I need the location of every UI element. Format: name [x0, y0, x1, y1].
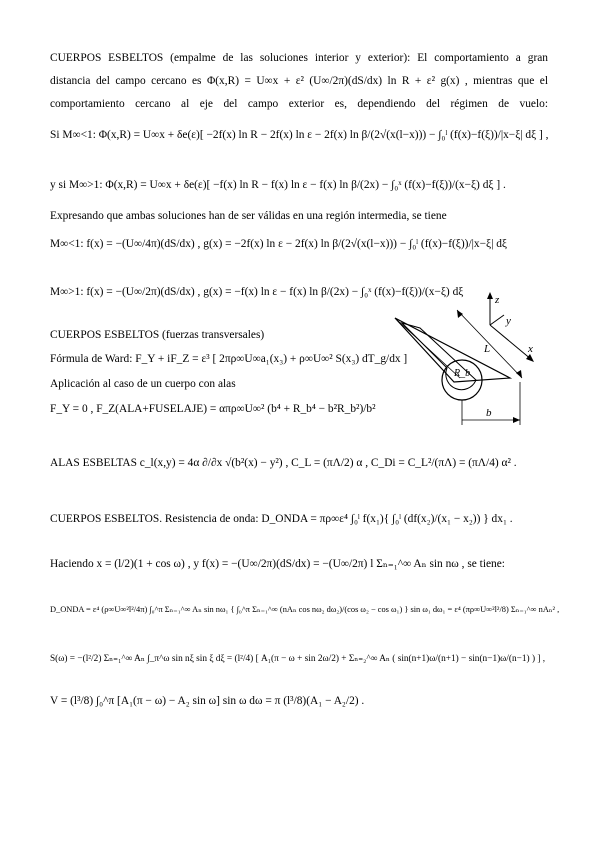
equation-wave-drag-series: D_ONDA = ε⁴ (ρ∞U∞²l²/4π) ∫₀^π Σₙ₌₁^∞ Aₙ sin nω₁ { ∫₀^π Σₙ₌₁^∞ (nAₙ cos nω₂ dω₂)/(cos ω₂ − cos ω₁) } sin ω₁ dω₁ = ε⁴ (πρ∞U∞²l²/8) Σₙ₌₁^∞ nAₙ² , — [50, 605, 560, 614]
z-label: z — [495, 294, 500, 306]
y-label: y — [506, 315, 511, 327]
equation-subsonic: Si M∞<1: Φ(x,R) = U∞x + δe(ε)[ −2f(x) ln R − 2f(x) ln ε − 2f(x) ln β/(2√(x(l−x))) − ∫₀ˡ (f(x)−f(ξ))/|x−ξ| dξ ] , — [50, 129, 549, 141]
span-label: b — [486, 407, 492, 419]
equation-slender-wings: ALAS ESBELTAS c_l(x,y) = 4α ∂/∂x √(b²(x) − y²) , C_L = (πΛ/2) α , C_Di = C_L²/(πΛ) = (πΛ/4) α² . — [50, 457, 517, 469]
equation-wing-body-forces: F_Y = 0 , F_Z(ALA+FUSELAJE) = απρ∞U∞² (b⁴ + R_b⁴ − b²R_b²)/b² — [50, 403, 376, 415]
equation-wave-drag: CUERPOS ESBELTOS. Resistencia de onda: D_ONDA = πρ∞ε⁴ ∫₀ˡ f(x₁){ ∫₀ˡ (df(x₂)/(x₁ − x₂)) } dx₁ . — [50, 513, 513, 525]
x-label: x — [528, 343, 533, 355]
equation-volume: V = (l³/8) ∫₀^π [A₁(π − ω) − A₂ sin ω] sin ω dω = π (l³/8)(A₁ − A₂/2) . — [50, 695, 365, 707]
span-arrow-icon — [513, 417, 520, 423]
z-axis-arrow-icon — [487, 292, 493, 299]
fuselage-outline — [402, 323, 476, 390]
wing-body-application: Aplicación al caso de un cuerpo con alas — [50, 378, 236, 390]
equation-matching-subsonic: M∞<1: f(x) = −(U∞/4π)(dS/dx) , g(x) = −2f(x) ln ε − 2f(x) ln β/(2√(x(l−x))) − ∫₀ˡ (f(x)−f(ξ))/|x−ξ| dξ — [50, 238, 508, 250]
intro-line-3: comportamiento cercano al eje del campo exterior es, dependiendo del régimen de vuelo: — [50, 98, 548, 110]
x-axis-arrow-icon — [526, 354, 534, 362]
section-transverse-forces: CUERPOS ESBELTOS (fuerzas transversales) — [50, 329, 265, 341]
equation-matching-supersonic: M∞>1: f(x) = −(U∞/2π)(dS/dx) , g(x) = −f(x) ln ε − f(x) ln β/(2x) − ∫₀ˣ (f(x)−f(ξ))/(x−ξ) dξ — [50, 286, 464, 298]
length-label: L — [484, 343, 491, 355]
ward-formula: Fórmula de Ward: F_Y + iF_Z = ε³ [ 2πρ∞U∞a₁(x₃) + ρ∞U∞² S(x₃) dT_g/dx ] — [50, 353, 408, 365]
matching-statement: Expresando que ambas soluciones han de ser válidas en una región intermedia, se tiene — [50, 210, 447, 222]
intro-line-1: CUERPOS ESBELTOS (empalme de las soluciones interior y exterior): El comportamiento a gran — [50, 52, 548, 64]
length-arrow-top-icon — [457, 310, 463, 318]
equation-area-distribution: S(ω) = −(l²/2) Σₙ₌₁^∞ Aₙ ∫_π^ω sin nξ sin ξ dξ = (l²/4) [ A₁(π − ω + sin 2ω/2) + Σₙ₌₂^∞ Aₙ ( sin(n+1)ω/(n+1) − sin(n−1)ω/(n−1) ) ] , — [50, 654, 546, 664]
rb-label: R_b — [454, 368, 471, 379]
length-arrow-bottom-icon — [516, 370, 522, 378]
intro-line-2: distancia del campo cercano es Φ(x,R) = U∞x + ε² (U∞/2π)(dS/dx) ln R + ε² g(x) , mientras que el — [50, 75, 548, 87]
equation-supersonic: y si M∞>1: Φ(x,R) = U∞x + δe(ε)[ −f(x) ln R − f(x) ln ε − f(x) ln β/(2x) − ∫₀ˣ (f(x)−f(ξ))/(x−ξ) dξ ] . — [50, 179, 506, 191]
slender-wing-body-figure — [392, 290, 542, 430]
equation-substitution: Haciendo x = (l/2)(1 + cos ω) , y f(x) = −(U∞/2π)(dS/dx) = −(U∞/2π) l Σₙ₌₁^∞ Aₙ sin nω , se tiene: — [50, 558, 505, 570]
y-axis — [490, 315, 504, 325]
x-axis — [490, 325, 532, 360]
